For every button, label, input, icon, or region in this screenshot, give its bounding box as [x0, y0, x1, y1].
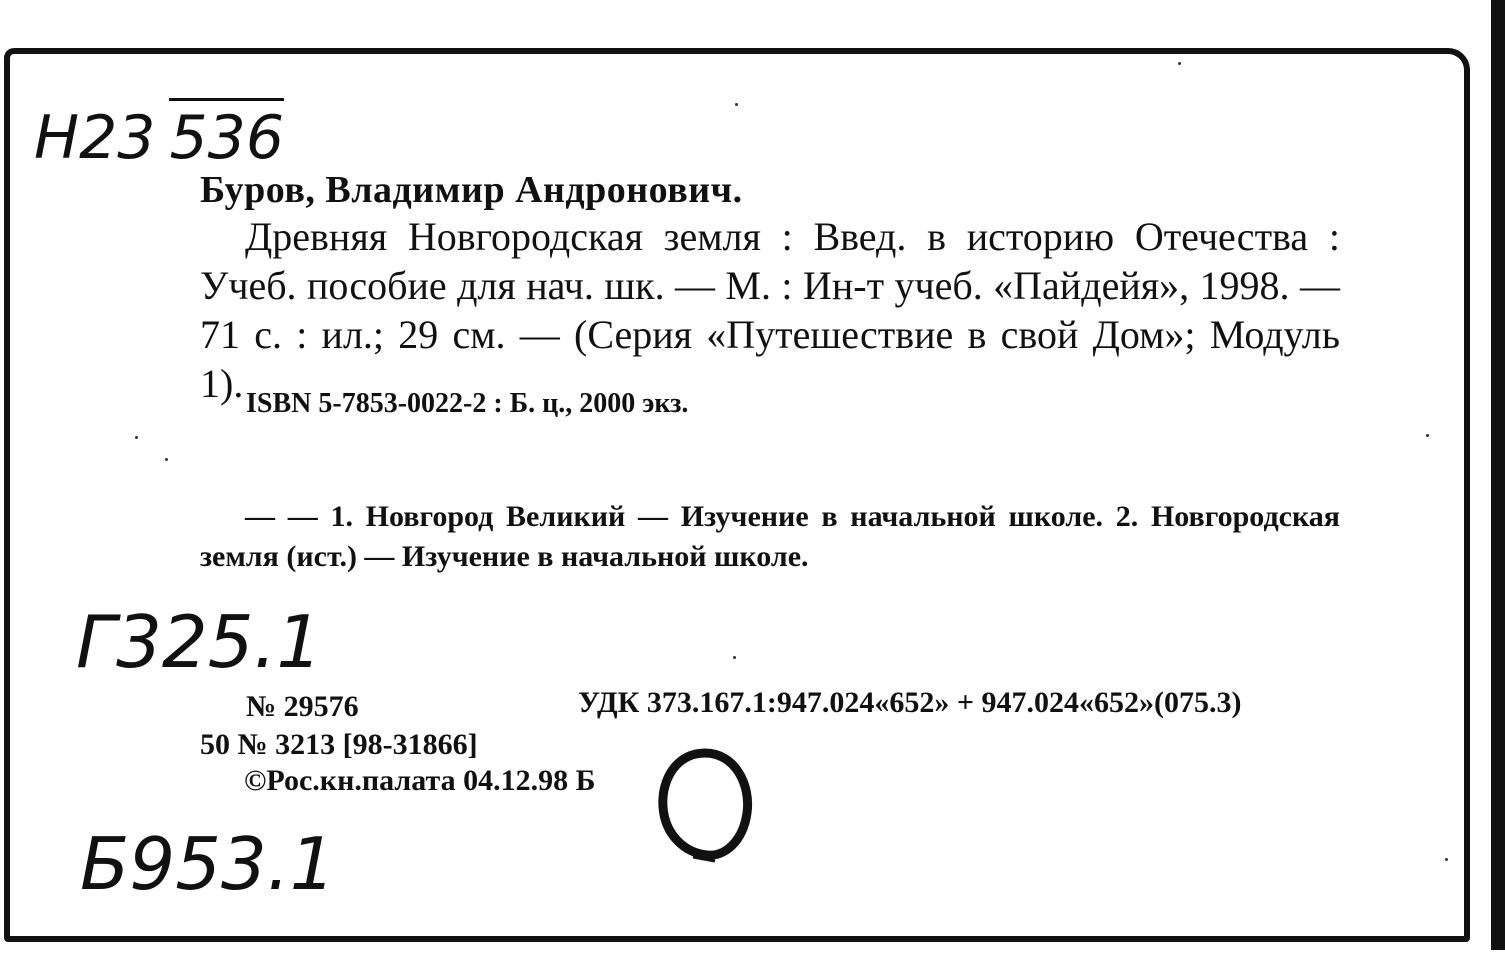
- speck: [1426, 434, 1429, 437]
- handwritten-classification-mid: Г325.1: [76, 600, 323, 684]
- speck: [1445, 858, 1448, 861]
- speck: [135, 436, 138, 439]
- isbn-line: ISBN 5-7853-0022-2 : Б. ц., 2000 экз.: [246, 388, 689, 419]
- copyright-line: ©Рос.кн.палата 04.12.98 Б: [244, 764, 596, 797]
- card-edge-shadow: [1491, 0, 1505, 950]
- circle-stamp-icon: [655, 745, 755, 863]
- speck: [165, 458, 168, 461]
- subject-headings: — — 1. Новгород Великий — Изучение в начальной школе. 2. Новгородская земля (ист.) — Изучение в начальной школе.: [200, 500, 1340, 573]
- speck: [735, 103, 738, 106]
- card-number: 50 № 3213 [98-31866]: [200, 728, 478, 761]
- bibliographic-description: Древняя Новгородская земля : Введ. в историю Отечества : Учеб. пособие для нач. шк. — М. : Ин-т учеб. «Пайдейя», 1998. — 71 с. : ил.; 29 см. — (Серия «Путешествие в свой Дом»; Модуль 1).: [200, 214, 1340, 406]
- speck: [733, 656, 736, 659]
- author-heading: Буров, Владимир Андронович.: [200, 169, 743, 211]
- speck: [1178, 62, 1181, 65]
- udk-code: УДК 373.167.1:947.024«652» + 947.024«652»(075.3): [578, 686, 1242, 719]
- handwritten-code: Н23: [34, 103, 156, 173]
- handwritten-number: 536: [169, 98, 284, 173]
- handwritten-classification-bottom: Б953.1: [80, 822, 336, 906]
- handwritten-shelf-code: [34, 98, 284, 173]
- record-number: № 29576: [246, 690, 359, 723]
